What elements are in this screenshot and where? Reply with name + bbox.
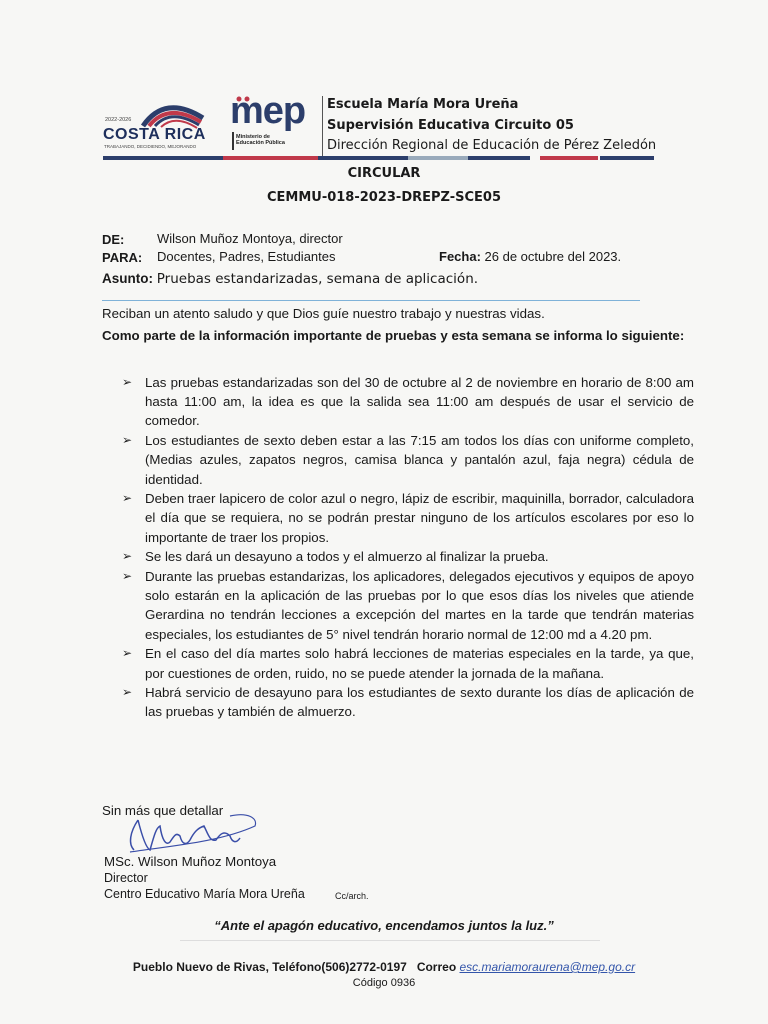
de-row	[102, 231, 124, 248]
intro: Como parte de la información importante de pruebas y esta semana se informa lo siguiente:	[102, 328, 685, 343]
signer-center: Centro Educativo María Mora Ureña	[104, 887, 305, 901]
list-item: ➢ Habrá servicio de desayuno para los estudiantes de sexto durante los días de aplicación de las pruebas y también de almuerzo.	[122, 685, 694, 720]
list-item: ➢ Las pruebas estandarizadas son del 30 de octubre al 2 de noviembre en horario de 8:00 am hasta 11:00 am, la idea es que la salida sea 11:00 am después de usar el servicio de comedor.	[122, 375, 694, 429]
signer-name: MSc. Wilson Muñoz Montoya	[104, 854, 277, 869]
cr-slogan: TRABAJANDO, DECIDIENDO, MEJORANDO	[104, 144, 197, 149]
mep-wordmark: mep	[230, 90, 306, 132]
asunto-value: Pruebas estandarizadas, semana de aplicación.	[156, 271, 479, 287]
signature	[120, 806, 260, 856]
list-item: ➢ Durante las pruebas estandarizas, los aplicadores, delegados ejecutivos y equipos de apoyo solo estarán en la aplicación de las pruebas por lo que esos días los niveles que atiende Gerardina no tendrán lecciones a excepción del martes en la tarde que tendrán materias especiales, los estudiantes de 5° nivel tendrán horario normal de 12:00 md a 4.20 pm.	[122, 569, 694, 642]
list-item: ➢ En el caso del día martes solo habrá lecciones de materias especiales en la tarde, ya que, por cuestiones de orden, ruido, no se puede atender la jornada de la mañana.	[122, 646, 694, 681]
de-label: DE:	[102, 232, 125, 247]
header-stripe	[600, 156, 654, 160]
list-item: ➢ Los estudiantes de sexto deben estar a las 7:15 am todos los días con uniforme completo, (Medias azules, zapatos negros, camisa blanca y pantalón azul, faja negra) cédula de identidad.	[122, 433, 694, 487]
document-title: CIRCULAR	[347, 166, 421, 181]
de-value: Wilson Muñoz Montoya, director	[157, 231, 343, 246]
header-stripe	[318, 156, 408, 160]
bullet-list	[120, 373, 694, 722]
asunto-row	[102, 270, 478, 288]
asunto-label: Asunto:	[102, 271, 153, 286]
arrow-bullet-icon: ➢	[122, 491, 133, 506]
cr-name: COSTA RICA	[103, 126, 206, 143]
footer-email-link[interactable]: esc.mariamoraurena@mep.go.cr	[459, 960, 636, 974]
mep-sub-line2: Educación Pública	[236, 140, 285, 146]
header-stripe	[540, 156, 598, 160]
header-stripe	[223, 156, 318, 160]
school-name: Escuela María Mora Ureña	[327, 97, 519, 112]
footer-address: Pueblo Nuevo de Rivas, Teléfono(506)2772-0197	[132, 960, 407, 974]
para-value: Docentes, Padres, Estudiantes	[157, 249, 336, 264]
cc-note: Cc/arch.	[335, 891, 369, 901]
header-stripe	[408, 156, 468, 160]
regional-direction: Dirección Regional de Educación de Pérez Zeledón	[327, 138, 657, 153]
list-item: ➢ Se les dará un desayuno a todos y el almuerzo al finalizar la prueba.	[120, 547, 694, 566]
arrow-bullet-icon: ➢	[122, 549, 133, 564]
fecha-row	[439, 248, 621, 265]
footer-code: Código 0936	[352, 977, 416, 989]
header-stripe	[103, 156, 223, 160]
divider	[102, 300, 640, 301]
greeting: Reciban un atento saludo y que Dios guíe nuestro trabajo y nuestras vidas.	[102, 306, 545, 321]
fecha-label: Fecha:	[439, 249, 481, 264]
arrow-bullet-icon: ➢	[122, 646, 133, 661]
document-code: CEMMU-018-2023-DREPZ-SCE05	[266, 190, 502, 205]
para-label: PARA:	[102, 250, 143, 265]
mep-logo	[230, 90, 318, 156]
mep-sub-line1: Ministerio de	[236, 134, 270, 140]
list-item: ➢ Deben traer lapicero de color azul o negro, lápiz de escribir, maquinilla, borrador, calculadora el día que se requiera, no se podrán prestar ninguno de los artículos escolares por eso lo importante de traer los propios.	[122, 491, 694, 545]
motto: “Ante el apagón educativo, encendamos juntos la luz.”	[214, 918, 554, 933]
farewell: Sin más que detallar	[102, 803, 224, 818]
motto-divider	[180, 940, 600, 941]
footer-contact	[0, 960, 768, 974]
footer-email-label: Correo	[416, 960, 457, 974]
costa-rica-logo	[103, 96, 213, 154]
arrow-bullet-icon: ➢	[122, 375, 133, 389]
cr-year: 2022-2026	[105, 117, 132, 123]
arrow-bullet-icon: ➢	[122, 569, 133, 584]
arrow-bullet-icon: ➢	[122, 433, 133, 448]
arrow-bullet-icon: ➢	[122, 685, 133, 700]
header-stripe	[468, 156, 530, 160]
supervision: Supervisión Educativa Circuito 05	[327, 118, 574, 133]
signer-role: Director	[104, 871, 148, 885]
fecha-value: 26 de octubre del 2023.	[484, 249, 622, 264]
